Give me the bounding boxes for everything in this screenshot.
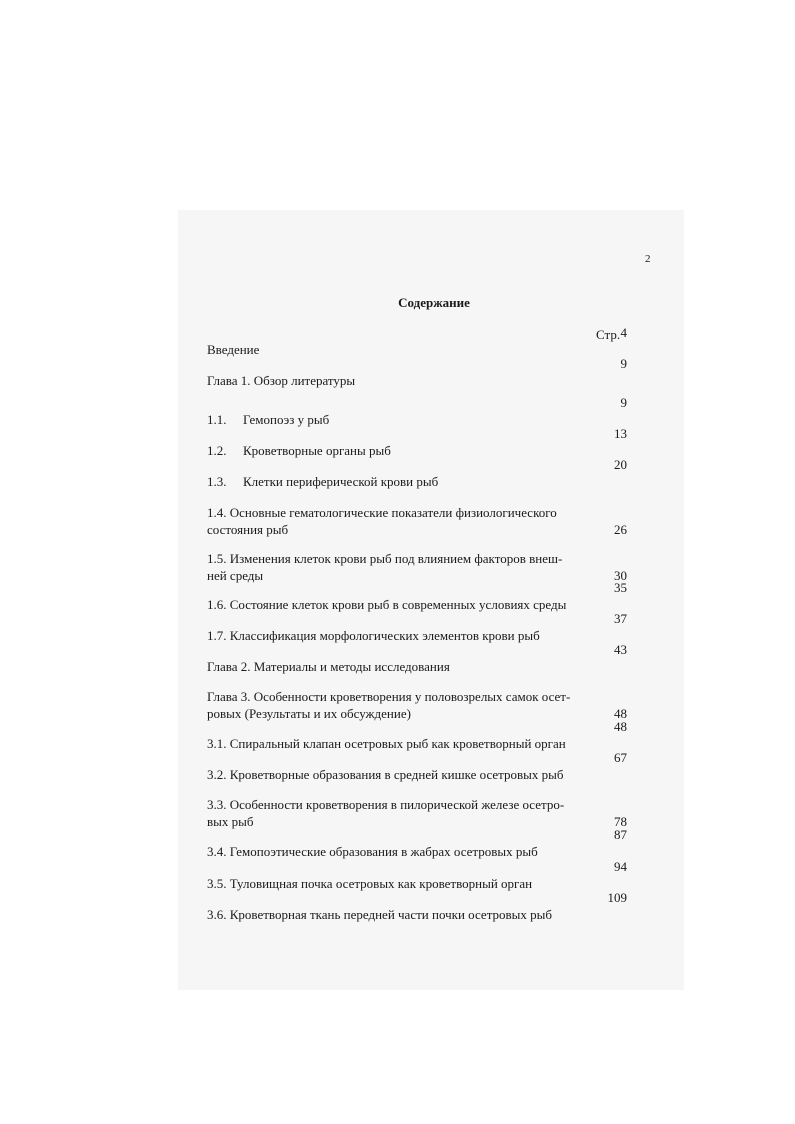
toc-entry-label: Кроветворные органы рыб (243, 443, 391, 458)
toc-entry-page: 13 (614, 426, 627, 441)
toc-entry-line: состояния рыб (207, 522, 289, 537)
toc-entry-label: Гемопоэз у рыб (243, 412, 330, 427)
toc-entry-text: 3.5. Туловищная почка осетровых как кроветворный орган (207, 876, 533, 891)
page-number: 2 (645, 253, 651, 265)
page-title: Содержание (398, 295, 470, 310)
toc-entry-page: 9 (620, 356, 627, 371)
toc-entry-text: 3.4. Гемопоэтические образования в жабрах осетровых рыб (207, 844, 538, 859)
toc-entry-text (207, 796, 582, 830)
toc-entry-label: Клетки периферической крови рыб (243, 474, 439, 489)
toc-entry-line: вых рыб (207, 814, 254, 829)
toc-entry-page: 48 (614, 706, 627, 721)
toc-entry-page: 9 (620, 395, 627, 410)
toc-entry-page: 30 (614, 568, 627, 583)
toc-entry-line: ровых (Результаты и их обсуждение) (207, 706, 411, 721)
toc-entry (207, 504, 627, 538)
page-column-label: Стр. (596, 327, 621, 342)
toc-entry-text (207, 550, 582, 584)
toc-entry-text (207, 504, 582, 538)
toc-entry-page: 43 (614, 642, 627, 657)
toc-entry-text: Глава 1. Обзор литературы (207, 373, 356, 388)
toc-entry-text: 3.6. Кроветворная ткань передней части почки осетровых рыб (207, 907, 553, 922)
toc-entry-text: 1.6. Состояние клеток крови рыб в современных условиях среды (207, 597, 567, 612)
toc-entry-page: 87 (614, 827, 627, 842)
toc-entry-line: 1.4. Основные гематологические показатели физиологического (207, 505, 557, 520)
toc-entry-line: 1.5. Изменения клеток крови рыб под влиянием факторов внеш- (207, 551, 563, 566)
toc-entry-page: 67 (614, 750, 627, 765)
toc-entry-page: 94 (614, 859, 627, 874)
toc-entry-page: 20 (614, 457, 627, 472)
toc-entry-line: 3.3. Особенности кроветворения в пилорической железе осетро- (207, 797, 565, 812)
toc-entry-text (207, 473, 582, 490)
toc-entry-number: 1.1. (207, 412, 227, 427)
toc-entry-page: 37 (614, 611, 627, 626)
toc-entry-page: 26 (614, 522, 627, 537)
toc-entry-page: 78 (614, 814, 627, 829)
toc-entry-page: 109 (607, 890, 627, 905)
toc-entry-number: 1.2. (207, 443, 227, 458)
toc-entry-text: 3.2. Кроветворные образования в средней кишке осетровых рыб (207, 767, 564, 782)
toc-entry (207, 688, 627, 722)
toc-entry-text: Глава 2. Материалы и методы исследования (207, 659, 450, 674)
toc-entry (207, 796, 627, 830)
toc-entry (207, 550, 627, 584)
toc-entry-text: Введение (207, 342, 260, 357)
toc-entry-text: 1.7. Классификация морфологических элементов крови рыб (207, 628, 540, 643)
toc-entry-text (207, 411, 582, 428)
toc-entry-page: 4 (620, 325, 627, 340)
toc-entry-number: 1.3. (207, 474, 227, 489)
toc-entry-text (207, 442, 582, 459)
toc-entry-page: 48 (614, 719, 627, 734)
toc-entry-line: ней среды (207, 568, 264, 583)
toc-entry-text: 3.1. Спиральный клапан осетровых рыб как кроветворный орган (207, 736, 566, 751)
toc-entry-line: Глава 3. Особенности кроветворения у половозрелых самок осет- (207, 689, 571, 704)
toc-entry-text (207, 688, 582, 722)
toc-entry-page: 35 (614, 580, 627, 595)
